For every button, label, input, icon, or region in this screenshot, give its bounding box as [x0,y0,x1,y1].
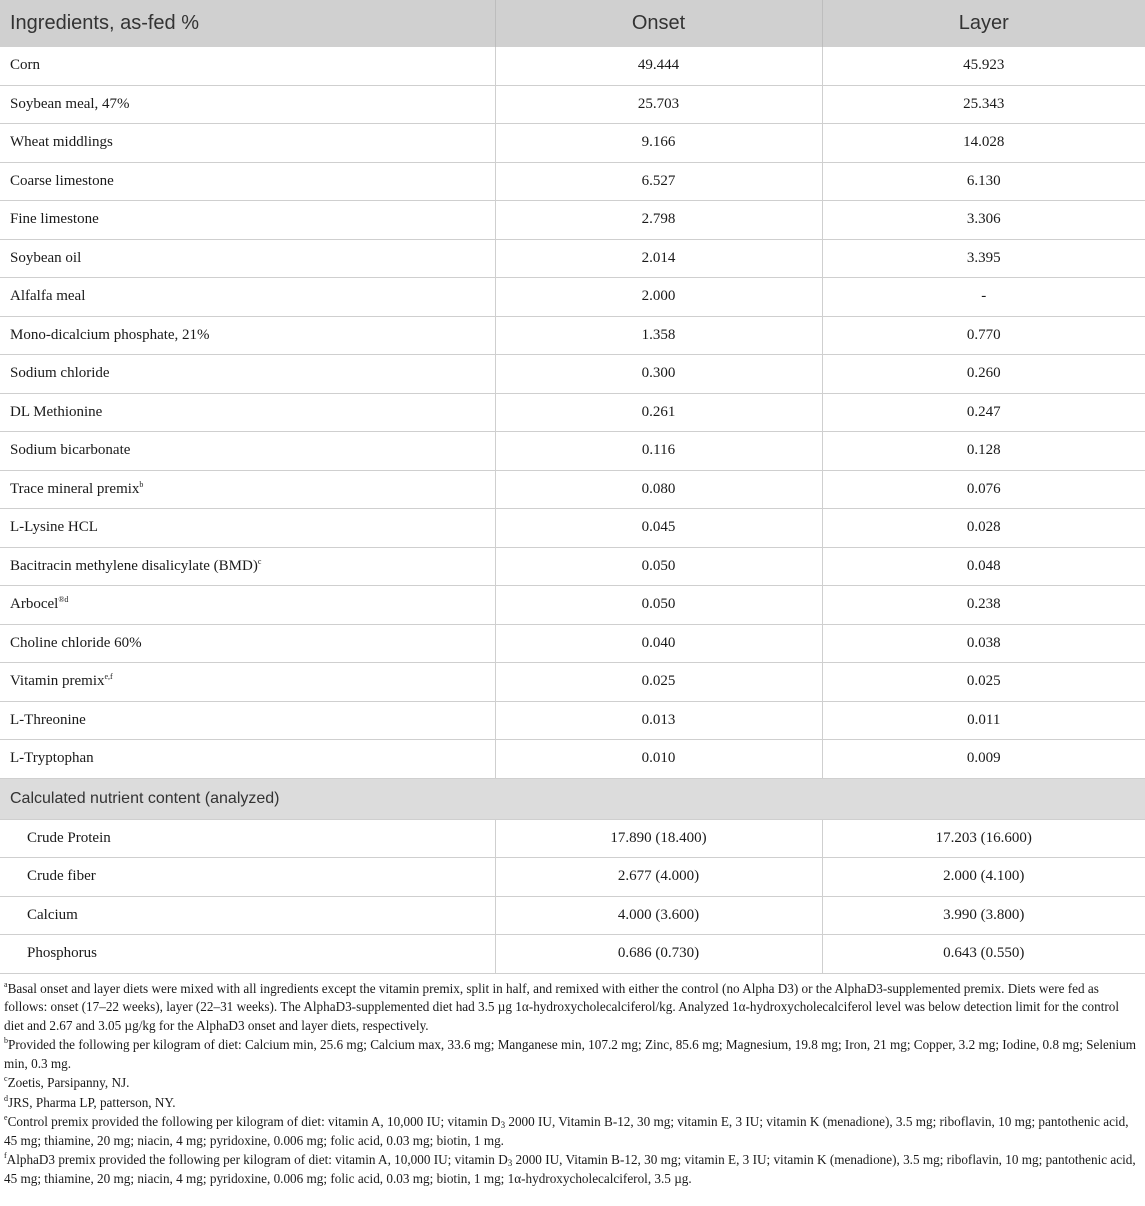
layer-value: 0.128 [822,432,1145,471]
table-row [0,896,1145,935]
layer-value: 25.343 [822,85,1145,124]
footnote-text: JRS, Pharma LP, patterson, NY. [8,1094,176,1110]
onset-value: 0.080 [495,470,822,509]
header-onset: Onset [495,0,822,47]
footnote-text: Zoetis, Parsipanny, NJ. [7,1075,130,1090]
onset-value: 25.703 [495,85,822,124]
ingredient-name: Vitamin premix$^{e,f}$ [0,663,495,702]
onset-value: 0.050 [495,586,822,625]
nutrient-name: Calcium [0,896,495,935]
nutrient-name: Crude fiber [0,858,495,897]
ingredient-name: DL Methionine [0,393,495,432]
ingredient-name: L-Threonine [0,701,495,740]
table-row [0,316,1145,355]
table-row [0,935,1145,974]
nutrient-section-title: Calculated nutrient content (analyzed) [0,778,1145,819]
onset-value: 0.040 [495,624,822,663]
table-row [0,278,1145,317]
layer-value: 14.028 [822,124,1145,163]
ingredient-name: Arbocel$^{®d}$ [0,586,495,625]
onset-value: 0.013 [495,701,822,740]
onset-value: 2.677 (4.000) [495,858,822,897]
table-row [0,124,1145,163]
table-row [0,47,1145,85]
onset-value: 0.686 (0.730) [495,935,822,974]
layer-value: 17.203 (16.600) [822,819,1145,858]
layer-value: 0.009 [822,740,1145,779]
layer-value: 0.038 [822,624,1145,663]
layer-value: 0.247 [822,393,1145,432]
layer-value: 6.130 [822,162,1145,201]
table-row [0,701,1145,740]
footnote-marker: e [4,1113,8,1122]
layer-value: 0.028 [822,509,1145,548]
table-row [0,547,1145,586]
footnote-d [4,1094,1141,1113]
layer-value: 0.643 (0.550) [822,935,1145,974]
ingredient-name: Fine limestone [0,201,495,240]
onset-value: 9.166 [495,124,822,163]
footnote-a [4,980,1141,1036]
onset-value: 0.050 [495,547,822,586]
footnote-text: Control premix provided the following per kilogram of diet: vitamin A, 10,000 IU; vitamin D [7,1114,501,1129]
layer-value: 0.238 [822,586,1145,625]
footnote-text: 2000 IU, Vitamin B-12, 30 mg; vitamin E, 3 IU; vitamin K (menadione), 3.5 mg; riboflavin, 10 mg; pantothenic acid, 45 mg; thiamine, 20 mg; niacin, 4 mg; pyridoxine, 0.006 mg; folic acid, 0.03 mg; biotin, 1 mg. [4,1114,1129,1148]
header-layer: Layer [822,0,1145,47]
ingredient-name: Choline chloride 60% [0,624,495,663]
footnote-marker: b [4,1036,8,1045]
nutrient-name: Crude Protein [0,819,495,858]
onset-value: 0.116 [495,432,822,471]
table-row [0,858,1145,897]
footnote-marker: e,f [104,672,113,682]
table-row [0,740,1145,779]
table-row [0,201,1145,240]
layer-value: 0.025 [822,663,1145,702]
footnote-c [4,1074,1141,1093]
footnote-marker: c [257,556,262,566]
footnote-text: AlphaD3 premix provided the following per kilogram of diet: vitamin A, 10,000 IU; vitamin D [6,1152,508,1167]
footnote-marker: d [4,1093,8,1103]
subscript: 3 [500,1120,506,1130]
table-row [0,470,1145,509]
layer-value: 0.260 [822,355,1145,394]
ingredient-name: Trace mineral premix$^b$ [0,470,495,509]
ingredient-name: Coarse limestone [0,162,495,201]
table-header [0,0,1145,47]
table-row [0,586,1145,625]
nutrient-section-header [0,778,1145,819]
onset-value: 4.000 (3.600) [495,896,822,935]
ingredient-name: L-Lysine HCL [0,509,495,548]
footnotes [0,974,1145,1189]
onset-value: 17.890 (18.400) [495,819,822,858]
layer-value: 2.000 (4.100) [822,858,1145,897]
footnote-marker: ®d [58,595,69,605]
table-row [0,162,1145,201]
nutrient-name: Phosphorus [0,935,495,974]
ingredient-name: Bacitracin methylene disalicylate (BMD)$^c$ [0,547,495,586]
table-row [0,393,1145,432]
table-body [0,47,1145,973]
onset-value: 0.025 [495,663,822,702]
layer-value: 0.048 [822,547,1145,586]
onset-value: 1.358 [495,316,822,355]
layer-value: 45.923 [822,47,1145,85]
ingredient-name: Soybean meal, 47% [0,85,495,124]
ingredient-name: Alfalfa meal [0,278,495,317]
layer-value: 3.990 (3.800) [822,896,1145,935]
onset-value: 0.045 [495,509,822,548]
table-row [0,239,1145,278]
layer-value: 3.306 [822,201,1145,240]
ingredient-name: Wheat middlings [0,124,495,163]
table-row [0,663,1145,702]
footnote-marker: f [4,1151,7,1160]
footnote-marker: b [139,479,144,489]
ingredient-name: Soybean oil [0,239,495,278]
header-ingredients: Ingredients, as-fed % [0,0,495,47]
footnote-marker: c [4,1074,8,1083]
onset-value: 0.010 [495,740,822,779]
onset-value: 2.000 [495,278,822,317]
footnote-e [4,1113,1141,1150]
subscript: 3 [507,1158,513,1168]
footnote-b [4,1036,1141,1073]
onset-value: 2.798 [495,201,822,240]
onset-value: 49.444 [495,47,822,85]
ingredient-name: Sodium chloride [0,355,495,394]
table-row [0,819,1145,858]
onset-value: 2.014 [495,239,822,278]
layer-value: 0.011 [822,701,1145,740]
table-row [0,509,1145,548]
layer-value: 0.076 [822,470,1145,509]
ingredient-name: Mono-dicalcium phosphate, 21% [0,316,495,355]
table-row [0,432,1145,471]
table-row [0,85,1145,124]
ingredient-name: Sodium bicarbonate [0,432,495,471]
footnote-text: Basal onset and layer diets were mixed with all ingredients except the vitamin premix, split in half, and remixed with either the control (no Alpha D3) or the AlphaD3-supplemented premix. Diets were fed as follows: onset (17–22 weeks), layer (22–31 weeks). The AlphaD3-supplemented diet had 3.5 µg 1α-hydroxycholecalciferol/kg. Analyzed 1α-hydroxycholecalciferol level was below detection limit for the control diet and 2.67 and 3.05 µg/kg for the AlphaD3 onset and layer diets, respectively. [4,980,1120,1033]
table-row [0,624,1145,663]
layer-value: - [822,278,1145,317]
layer-value: 0.770 [822,316,1145,355]
footnote-marker: a [4,979,8,989]
onset-value: 0.300 [495,355,822,394]
ingredient-name: L-Tryptophan [0,740,495,779]
footnote-f [4,1151,1141,1188]
table-row [0,355,1145,394]
footnote-text: Provided the following per kilogram of diet: Calcium min, 25.6 mg; Calcium max, 33.6 mg; Manganese min, 107.2 mg; Zinc, 85.6 mg; Magnesium, 19.8 mg; Iron, 21 mg; Copper, 3.2 mg; Iodine, 0.8 mg; Selenium min, 0.3 mg. [4,1037,1136,1071]
onset-value: 6.527 [495,162,822,201]
ingredient-name: Corn [0,47,495,85]
onset-value: 0.261 [495,393,822,432]
footnote-text: 2000 IU, Vitamin B-12, 30 mg; vitamin E, 3 IU; vitamin K (menadione), 3.5 mg; riboflavin, 10 mg; pantothenic acid, 45 mg; thiamine, 20 mg; niacin, 4 mg; pyridoxine, 0.006 mg; folic acid, 0.03 mg; biotin, 1 mg; 1α-hydroxycholecalciferol, 3.5 µg. [4,1152,1136,1186]
layer-value: 3.395 [822,239,1145,278]
